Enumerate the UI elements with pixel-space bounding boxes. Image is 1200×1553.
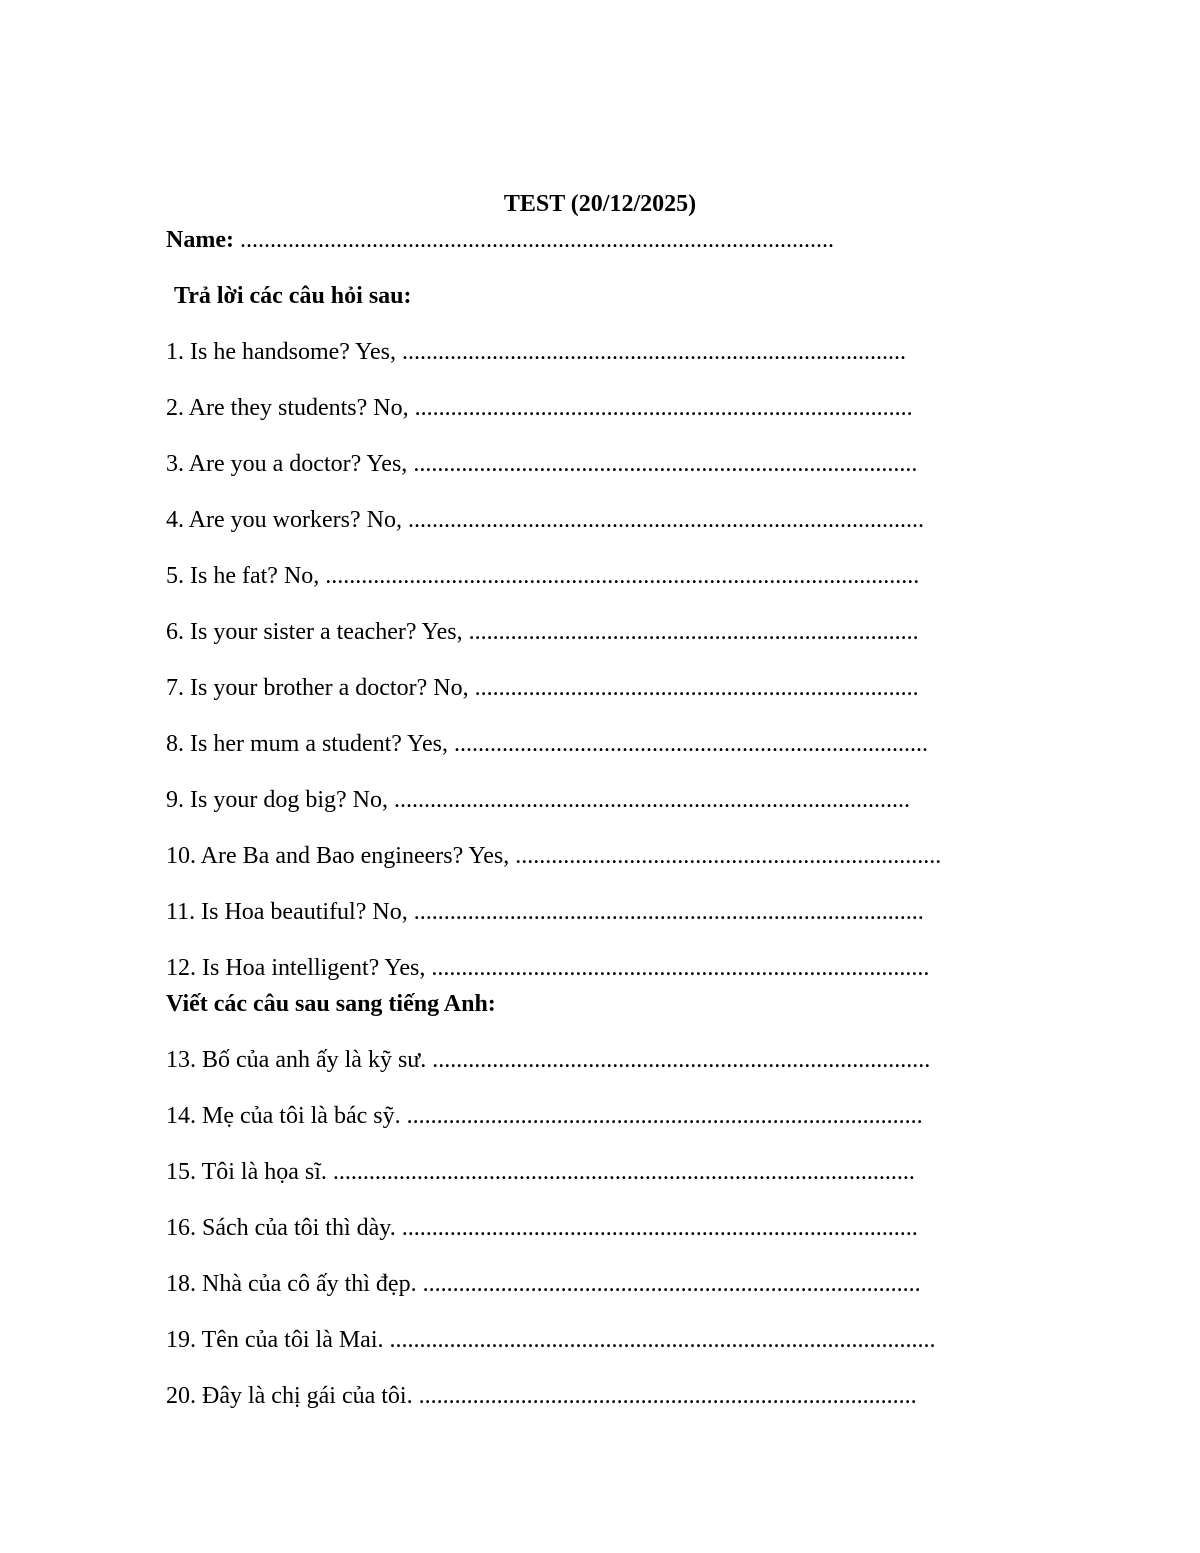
question-item (166, 952, 929, 984)
question-item (166, 728, 928, 760)
question-item (166, 672, 919, 704)
question-item (166, 448, 917, 480)
answer-blank: .......................................................................... (474, 675, 919, 701)
translation-prompt: 13. Bố của anh ấy là kỹ sư. (166, 1047, 433, 1073)
section1-heading: Trả lời các câu hỏi sau: (174, 283, 412, 309)
question-item (166, 896, 924, 928)
name-answer-blank: ................................................................................................... (239, 227, 834, 253)
question-prompt: 5. Is he fat? No, (166, 563, 326, 589)
answer-blank: ................................................................................................... (325, 563, 920, 589)
answer-blank: ............................................................................... (453, 731, 928, 757)
answer-blank: ................................................................................... (432, 1047, 931, 1073)
translation-prompt: 20. Đây là chị gái của tôi. (166, 1383, 419, 1409)
question-item (166, 336, 906, 368)
translation-prompt: 18. Nhà của cô ấy thì đẹp. (166, 1271, 423, 1297)
answer-blank: ...................................................................................... (393, 787, 910, 813)
question-item (166, 616, 919, 648)
question-item (166, 560, 919, 592)
answer-blank: ........................................................................................... (389, 1327, 936, 1353)
answer-blank: ....................................................................... (515, 843, 942, 869)
answer-blank: ................................................................................... (418, 1383, 917, 1409)
page-title: TEST (20/12/2025) (503, 191, 697, 217)
answer-blank: ...................................................................................... (406, 1103, 923, 1129)
translation-prompt: 15. Tôi là họa sĩ. (166, 1159, 333, 1185)
translation-item (166, 1156, 915, 1188)
question-prompt: 6. Is your sister a teacher? Yes, (166, 619, 469, 645)
answer-blank: ...................................................................................... (401, 1215, 918, 1241)
answer-blank: ................................................................................................. (332, 1159, 915, 1185)
question-item (166, 392, 913, 424)
answer-blank: ........................................................................... (468, 619, 919, 645)
question-prompt: 11. Is Hoa beautiful? No, (166, 899, 414, 925)
question-prompt: 9. Is your dog big? No, (166, 787, 394, 813)
question-prompt: 10. Are Ba and Bao engineers? Yes, (166, 843, 516, 869)
translation-item (166, 1044, 930, 1076)
answer-blank: ................................................................................... (431, 955, 930, 981)
answer-blank: .................................................................................... (401, 339, 906, 365)
section2-heading: Viết các câu sau sang tiếng Anh: (166, 991, 496, 1017)
translation-item (166, 1212, 918, 1244)
question-prompt: 4. Are you workers? No, (166, 507, 408, 533)
translation-item (166, 1100, 923, 1132)
question-item (166, 784, 910, 816)
question-prompt: 2. Are they students? No, (166, 395, 415, 421)
question-prompt: 1. Is he handsome? Yes, (166, 339, 402, 365)
answer-blank: ..................................................................................... (413, 899, 924, 925)
translation-item (166, 1380, 917, 1412)
translation-item (166, 1268, 921, 1300)
answer-blank: .................................................................................... (413, 451, 918, 477)
question-item (166, 840, 941, 872)
question-prompt: 8. Is her mum a student? Yes, (166, 731, 454, 757)
answer-blank: ................................................................................... (414, 395, 913, 421)
name-line (166, 224, 834, 256)
name-label: Name: (166, 227, 234, 253)
question-prompt: 12. Is Hoa intelligent? Yes, (166, 955, 432, 981)
translation-item (166, 1324, 936, 1356)
answer-blank: ................................................................................... (422, 1271, 921, 1297)
translation-prompt: 19. Tên của tôi là Mai. (166, 1327, 390, 1353)
question-item (166, 504, 924, 536)
translation-prompt: 16. Sách của tôi thì dày. (166, 1215, 402, 1241)
question-prompt: 3. Are you a doctor? Yes, (166, 451, 414, 477)
translation-prompt: 14. Mẹ của tôi là bác sỹ. (166, 1103, 407, 1129)
question-prompt: 7. Is your brother a doctor? No, (166, 675, 475, 701)
answer-blank: ...................................................................................... (407, 507, 924, 533)
